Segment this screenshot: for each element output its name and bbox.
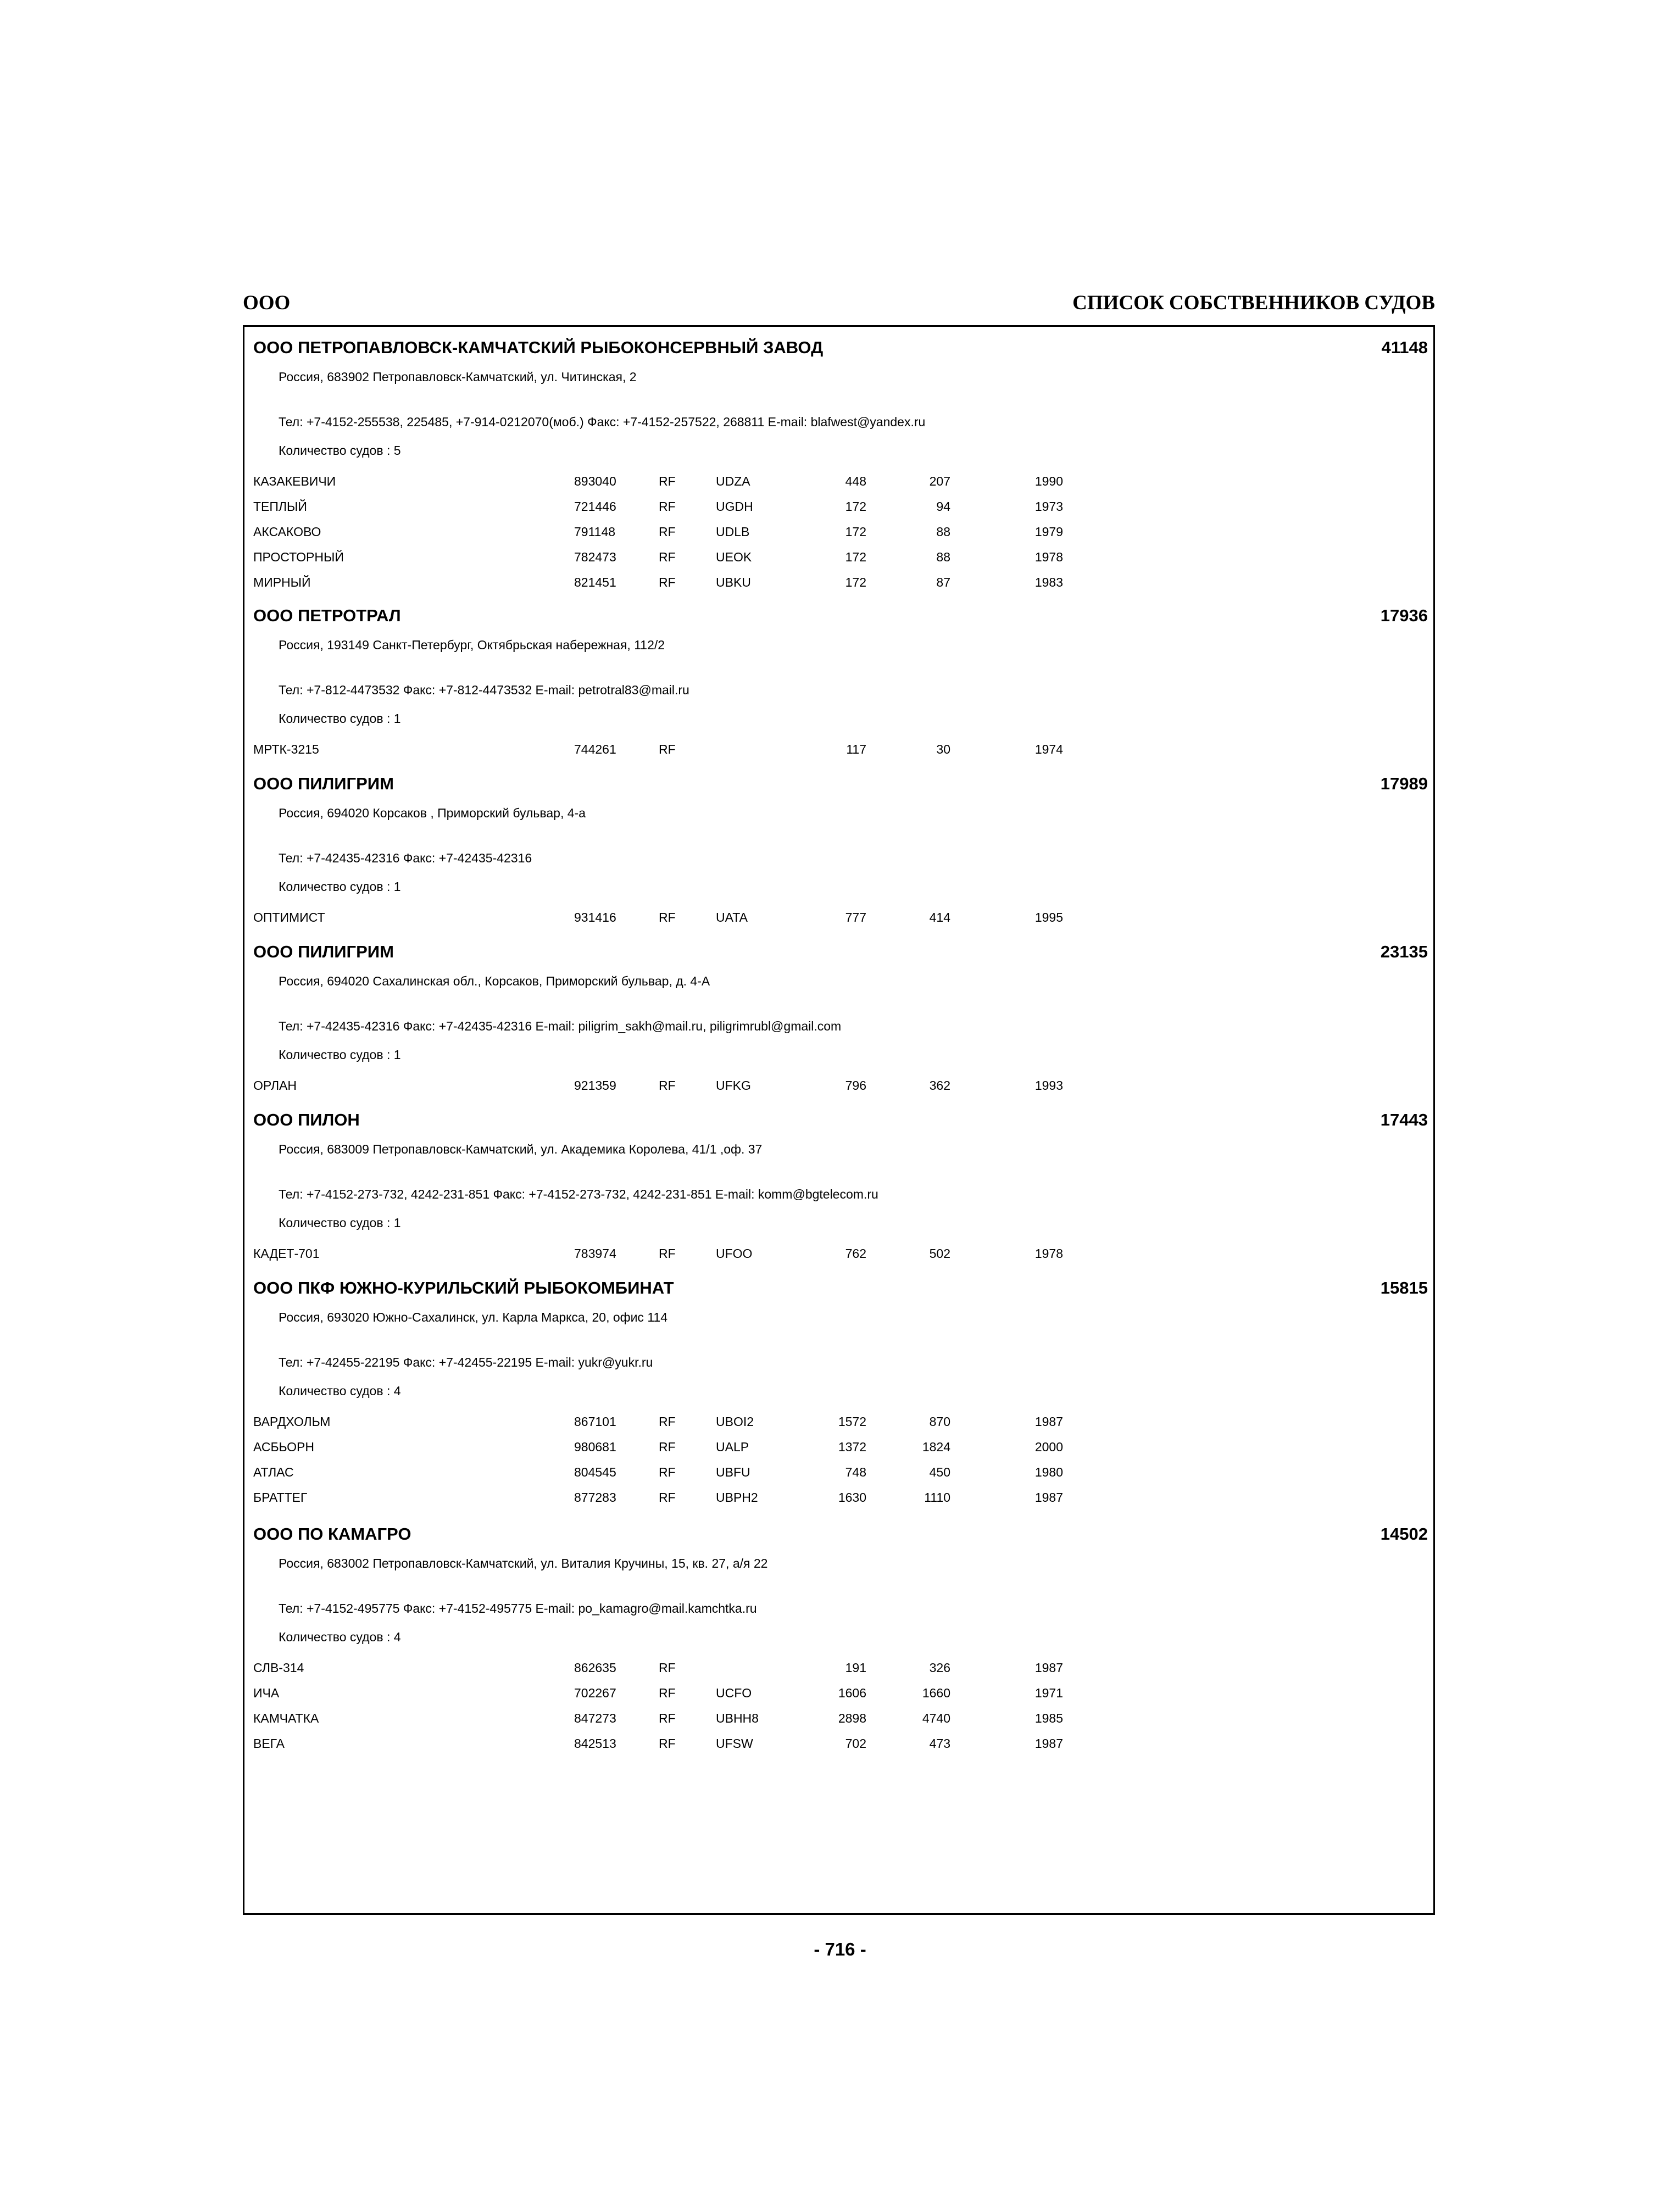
vessel-callsign: UCFO (716, 1686, 752, 1700)
vessel-flag: RF (659, 1686, 676, 1700)
owner-contacts: Тел: +7-4152-273-732, 4242-231-851 Факс: +7-4152-273-732, 4242-231-851 E-mail: komm@bgtelecom.ru (279, 1187, 878, 1201)
vessel-year: 1979 (1034, 525, 1063, 539)
vessel-gross-tonnage: 172 (845, 550, 866, 564)
vessel-net-tonnage: 473 (929, 1736, 950, 1751)
vessel-number: 877283 (574, 1490, 616, 1505)
vessel-year: 1978 (1034, 550, 1063, 564)
vessel-row (244, 525, 1433, 550)
vessel-row (244, 1246, 1433, 1272)
vessel-flag: RF (659, 575, 676, 589)
vessel-row (244, 1465, 1433, 1490)
vessel-row (244, 1711, 1433, 1736)
vessel-net-tonnage: 870 (929, 1414, 950, 1429)
vessel-year: 1971 (1034, 1686, 1063, 1700)
vessel-count: Количество судов : 1 (279, 711, 401, 726)
vessel-number: 847273 (574, 1711, 616, 1725)
vessel-callsign: UBKU (716, 575, 751, 589)
vessel-gross-tonnage: 1630 (838, 1490, 866, 1505)
owner-address: Россия, 193149 Санкт-Петербург, Октябрьская набережная, 112/2 (279, 638, 665, 652)
vessel-callsign: UFOO (716, 1246, 753, 1261)
owner-contacts: Тел: +7-42435-42316 Факс: +7-42435-42316 E-mail: piligrim_sakh@mail.ru, piligrimrubl@gmail.com (279, 1019, 842, 1033)
vessel-year: 1993 (1034, 1078, 1063, 1093)
owner-address: Россия, 683002 Петропавловск-Камчатский, ул. Виталия Кручины, 15, кв. 27, а/я 22 (279, 1556, 768, 1570)
vessel-year: 1995 (1034, 910, 1063, 924)
owner-id: 41148 (1381, 338, 1428, 357)
vessel-name: БРАТТЕГ (253, 1490, 308, 1505)
vessel-flag: RF (659, 474, 676, 488)
owner-name: ООО ПИЛОН (253, 1110, 360, 1129)
vessel-year: 1987 (1034, 1736, 1063, 1751)
vessel-flag: RF (659, 1414, 676, 1429)
vessel-year: 1980 (1034, 1465, 1063, 1479)
owner-address: Россия, 693020 Южно-Сахалинск, ул. Карла Маркса, 20, офис 114 (279, 1310, 667, 1324)
owner-name: ООО ПО КАМАГРО (253, 1524, 411, 1544)
vessel-row (244, 742, 1433, 767)
vessel-year: 1974 (1034, 742, 1063, 756)
vessel-number: 791148 (574, 525, 616, 539)
page-header (243, 291, 1435, 324)
vessel-callsign: UBOI2 (716, 1414, 754, 1429)
vessel-net-tonnage: 326 (929, 1661, 950, 1675)
vessel-flag: RF (659, 1246, 676, 1261)
vessel-net-tonnage: 1110 (924, 1490, 950, 1505)
vessel-number: 721446 (574, 499, 616, 514)
vessel-name: МРТК-3215 (253, 742, 319, 756)
vessel-row (244, 1414, 1433, 1440)
vessel-gross-tonnage: 117 (846, 742, 866, 756)
page-number: - 716 - (814, 1939, 866, 1959)
vessel-callsign: UFSW (716, 1736, 753, 1751)
vessel-row (244, 1661, 1433, 1686)
vessel-number: 893040 (574, 474, 616, 488)
vessel-number: 702267 (574, 1686, 616, 1700)
vessel-callsign: UBFU (716, 1465, 750, 1479)
vessel-number: 804545 (574, 1465, 616, 1479)
owner-contacts: Тел: +7-42455-22195 Факс: +7-42455-22195 E-mail: yukr@yukr.ru (279, 1355, 653, 1369)
owner-name: ООО ПЕТРОТРАЛ (253, 606, 401, 625)
vessel-flag: RF (659, 550, 676, 564)
vessel-name: КАДЕТ-701 (253, 1246, 320, 1261)
owner-address: Россия, 694020 Сахалинская обл., Корсаков, Приморский бульвар, д. 4-А (279, 974, 710, 988)
vessel-row (244, 910, 1433, 935)
vessel-gross-tonnage: 172 (845, 575, 866, 589)
vessel-gross-tonnage: 1606 (838, 1686, 866, 1700)
vessel-year: 1983 (1034, 575, 1063, 589)
owners-list-frame (243, 325, 1435, 1915)
vessel-number: 867101 (574, 1414, 616, 1429)
vessel-flag: RF (659, 1078, 676, 1093)
vessel-flag: RF (659, 525, 676, 539)
vessel-name: ОПТИМИСТ (253, 910, 325, 924)
vessel-year: 1985 (1034, 1711, 1063, 1725)
vessel-name: ТЕПЛЫЙ (253, 499, 307, 514)
header-section-label: ООО (243, 292, 291, 314)
vessel-callsign: UDZA (716, 474, 750, 488)
vessel-name: СЛВ-314 (253, 1661, 304, 1675)
vessel-row (244, 1686, 1433, 1711)
vessel-year: 1987 (1034, 1414, 1063, 1429)
vessel-callsign: UATA (716, 910, 748, 924)
vessel-flag: RF (659, 499, 676, 514)
vessel-name: КАЗАКЕВИЧИ (253, 474, 336, 488)
vessel-row (244, 474, 1433, 499)
vessel-flag: RF (659, 1736, 676, 1751)
vessel-callsign: UGDH (716, 499, 753, 514)
owner-contacts: Тел: +7-812-4473532 Факс: +7-812-4473532 E-mail: petrotral83@mail.ru (279, 683, 689, 697)
vessel-number: 931416 (574, 910, 616, 924)
vessel-name: ПРОСТОРНЫЙ (253, 550, 344, 564)
vessel-count: Количество судов : 1 (279, 1216, 401, 1230)
vessel-gross-tonnage: 448 (845, 474, 866, 488)
owner-contacts: Тел: +7-42435-42316 Факс: +7-42435-42316 (279, 851, 532, 865)
vessel-gross-tonnage: 762 (845, 1246, 866, 1261)
vessel-callsign: UFKG (716, 1078, 751, 1093)
vessel-number: 842513 (574, 1736, 616, 1751)
owner-id: 23135 (1380, 942, 1428, 961)
vessel-callsign: UDLB (716, 525, 750, 539)
vessel-year: 1978 (1034, 1246, 1063, 1261)
vessel-callsign: UBPH2 (716, 1490, 758, 1505)
vessel-flag: RF (659, 742, 676, 756)
vessel-row (244, 1440, 1433, 1465)
vessel-name: АТЛАС (253, 1465, 294, 1479)
vessel-row (244, 1490, 1433, 1516)
owner-address: Россия, 694020 Корсаков , Приморский бульвар, 4-а (279, 806, 586, 820)
vessel-net-tonnage: 502 (929, 1246, 950, 1261)
vessel-net-tonnage: 1660 (922, 1686, 950, 1700)
vessel-name: ВЕГА (253, 1736, 285, 1751)
vessel-gross-tonnage: 172 (845, 525, 866, 539)
vessel-net-tonnage: 87 (936, 575, 950, 589)
vessel-gross-tonnage: 172 (845, 499, 866, 514)
vessel-number: 744261 (574, 742, 616, 756)
vessel-callsign: UBHH8 (716, 1711, 759, 1725)
vessel-number: 862635 (574, 1661, 616, 1675)
owner-name: ООО ПЕТРОПАВЛОВСК-КАМЧАТСКИЙ РЫБОКОНСЕРВНЫЙ ЗАВОД (253, 338, 824, 357)
vessel-row (244, 575, 1433, 600)
vessel-name: МИРНЫЙ (253, 575, 311, 589)
vessel-net-tonnage: 94 (936, 499, 950, 514)
owner-name: ООО ПКФ ЮЖНО-КУРИЛЬСКИЙ РЫБОКОМБИНАТ (253, 1278, 674, 1297)
vessel-number: 921359 (574, 1078, 616, 1093)
vessel-name: АКСАКОВО (253, 525, 321, 539)
vessel-name: ИЧА (253, 1686, 280, 1700)
vessel-row (244, 1736, 1433, 1762)
owner-id: 17989 (1380, 774, 1428, 793)
vessel-net-tonnage: 207 (929, 474, 950, 488)
vessel-name: КАМЧАТКА (253, 1711, 319, 1725)
owner-contacts: Тел: +7-4152-495775 Факс: +7-4152-495775 E-mail: po_kamagro@mail.kamchtka.ru (279, 1601, 757, 1615)
vessel-net-tonnage: 30 (936, 742, 950, 756)
owner-id: 15815 (1380, 1278, 1428, 1297)
vessel-flag: RF (659, 910, 676, 924)
vessel-flag: RF (659, 1661, 676, 1675)
owner-name: ООО ПИЛИГРИМ (253, 942, 394, 961)
vessel-net-tonnage: 362 (929, 1078, 950, 1093)
owner-id: 17443 (1380, 1110, 1428, 1129)
vessel-count: Количество судов : 4 (279, 1630, 401, 1644)
vessel-callsign: UEOK (716, 550, 752, 564)
vessel-year: 2000 (1034, 1440, 1063, 1454)
owner-address: Россия, 683902 Петропавловск-Камчатский, ул. Читинская, 2 (279, 370, 637, 384)
vessel-number: 783974 (574, 1246, 616, 1261)
vessel-gross-tonnage: 1372 (838, 1440, 866, 1454)
vessel-flag: RF (659, 1440, 676, 1454)
owner-contacts: Тел: +7-4152-255538, 225485, +7-914-0212070(моб.) Факс: +7-4152-257522, 268811 E-mail: blafwest@yandex.ru (279, 415, 926, 429)
vessel-number: 782473 (574, 550, 616, 564)
vessel-row (244, 499, 1433, 525)
vessel-row (244, 550, 1433, 575)
vessel-net-tonnage: 414 (929, 910, 950, 924)
vessel-gross-tonnage: 2898 (838, 1711, 866, 1725)
owner-name: ООО ПИЛИГРИМ (253, 774, 394, 793)
owner-id: 17936 (1380, 606, 1428, 625)
vessel-gross-tonnage: 748 (845, 1465, 866, 1479)
vessel-net-tonnage: 88 (936, 525, 950, 539)
vessel-gross-tonnage: 777 (845, 910, 866, 924)
owner-id: 14502 (1380, 1524, 1428, 1544)
vessel-net-tonnage: 1824 (922, 1440, 950, 1454)
vessel-count: Количество судов : 1 (279, 879, 401, 894)
vessel-year: 1990 (1034, 474, 1063, 488)
vessel-count: Количество судов : 1 (279, 1048, 401, 1062)
vessel-flag: RF (659, 1465, 676, 1479)
header-title: СПИСОК СОБСТВЕННИКОВ СУДОВ (1072, 292, 1435, 314)
vessel-name: ОРЛАН (253, 1078, 297, 1093)
vessel-number: 821451 (574, 575, 616, 589)
vessel-gross-tonnage: 1572 (838, 1414, 866, 1429)
vessel-count: Количество судов : 4 (279, 1384, 401, 1398)
vessel-callsign: UALP (716, 1440, 749, 1454)
vessel-gross-tonnage: 796 (845, 1078, 866, 1093)
vessel-name: АСБЬОРН (253, 1440, 314, 1454)
owner-address: Россия, 683009 Петропавловск-Камчатский, ул. Академика Королева, 41/1 ,оф. 37 (279, 1142, 763, 1156)
vessel-year: 1987 (1034, 1490, 1063, 1505)
vessel-flag: RF (659, 1711, 676, 1725)
vessel-gross-tonnage: 702 (845, 1736, 866, 1751)
vessel-net-tonnage: 88 (936, 550, 950, 564)
vessel-number: 980681 (574, 1440, 616, 1454)
vessel-year: 1987 (1034, 1661, 1063, 1675)
vessel-name: ВАРДХОЛЬМ (253, 1414, 331, 1429)
vessel-count: Количество судов : 5 (279, 443, 401, 458)
vessel-flag: RF (659, 1490, 676, 1505)
vessel-row (244, 1078, 1433, 1104)
vessel-gross-tonnage: 191 (845, 1661, 866, 1675)
vessel-net-tonnage: 450 (929, 1465, 950, 1479)
vessel-year: 1973 (1034, 499, 1063, 514)
vessel-net-tonnage: 4740 (922, 1711, 950, 1725)
